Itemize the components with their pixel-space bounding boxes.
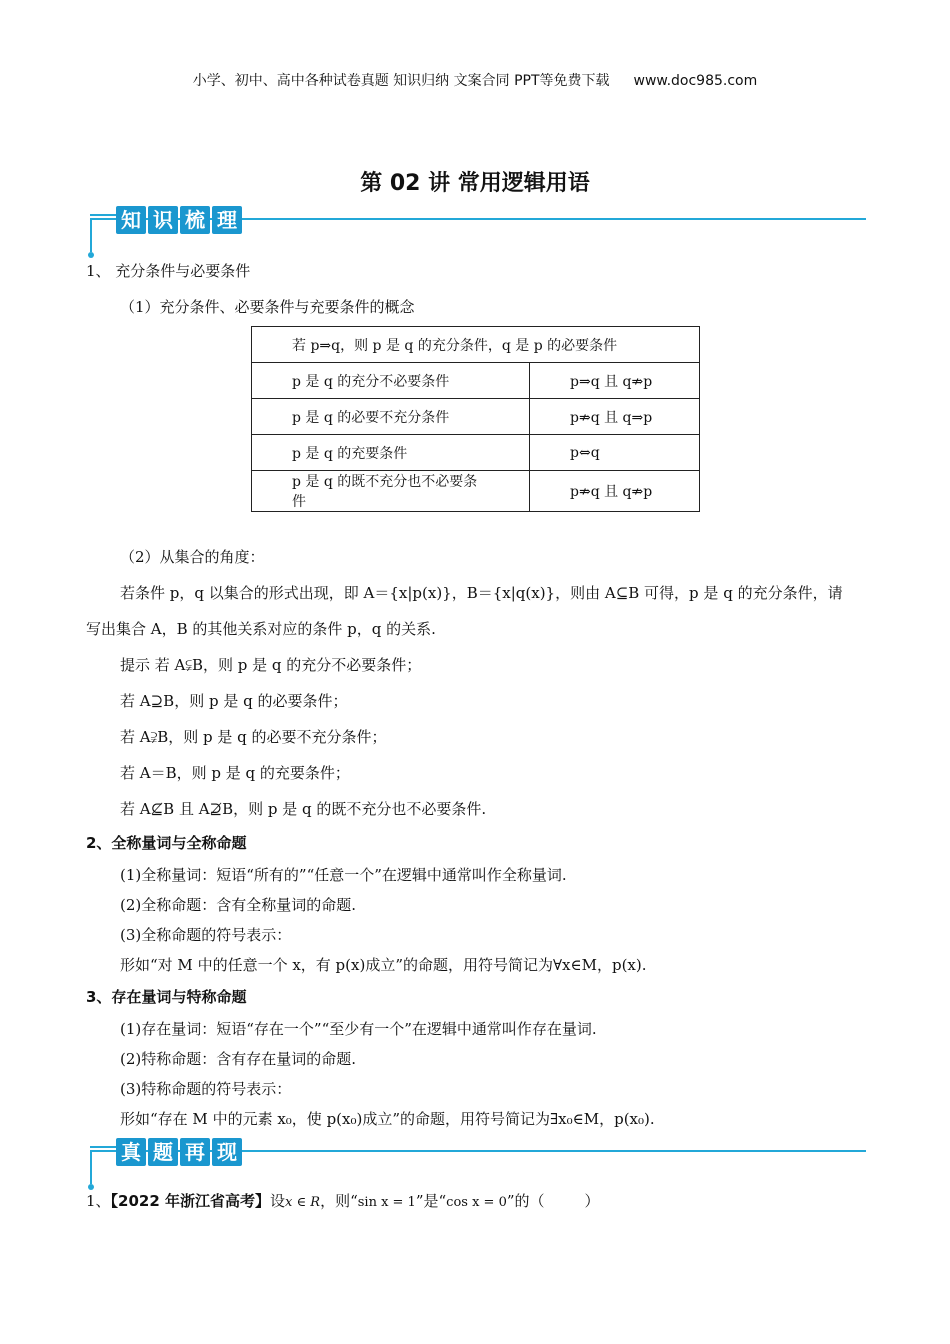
header-text: 小学、初中、高中各种试卷真题 知识归纳 文案合同 PPT等免费下载	[192, 73, 610, 89]
banner-tile: 识	[148, 206, 178, 234]
section1-sub2: （2）从集合的角度：	[120, 548, 265, 566]
tip-line: 若 A⊈B 且 A⊉B，则 p 是 q 的既不充分也不必要条件.	[120, 800, 487, 818]
math-expr: sin x = 1	[357, 1195, 416, 1210]
banner-tile: 真	[116, 1138, 146, 1166]
section3-line: (2)特称命题：含有存在量词的命题.	[120, 1050, 357, 1068]
banner-dot	[88, 252, 94, 258]
table-cell: p 是 q 的必要不充分条件	[252, 399, 530, 435]
table-cell: p 是 q 的充分不必要条件	[252, 363, 530, 399]
table-cell: p⇒q 且 q⇏p	[530, 363, 700, 399]
table-cell: p 是 q 的充要条件	[252, 435, 530, 471]
math-expr: cos x = 0	[446, 1195, 507, 1210]
banner-tile: 梳	[180, 206, 210, 234]
section3-line: (1)存在量词：短语“存在一个”“至少有一个”在逻辑中通常叫作存在量词.	[120, 1020, 597, 1038]
tip-line: 若 A⊇B，则 p 是 q 的必要条件；	[120, 692, 348, 710]
question-text: ）	[584, 1192, 600, 1210]
question-text: 设	[270, 1192, 286, 1210]
question-number: 1、	[86, 1192, 111, 1210]
table-cell: p⇏q 且 q⇒p	[530, 399, 700, 435]
table-header-cell: 若 p⇒q，则 p 是 q 的充分条件，q 是 p 的必要条件	[252, 327, 700, 363]
question-text: ”是“	[415, 1192, 447, 1210]
table-row	[252, 435, 700, 471]
section-banner-exam	[86, 1138, 866, 1178]
section1-paragraph-line1: 若条件 p，q 以集合的形式出现，即 A＝{x|p(x)}，B＝{x|q(x)}，则由 A⊆B 可得，p 是 q 的充分条件，请	[120, 584, 843, 602]
table-row	[252, 363, 700, 399]
section2-line: (2)全称命题：含有全称量词的命题.	[120, 896, 357, 914]
tip-line: 若 A＝B，则 p 是 q 的充要条件；	[120, 764, 350, 782]
table-row	[252, 327, 700, 363]
section2-line: 形如“对 M 中的任意一个 x，有 p(x)成立”的命题，用符号简记为∀x∈M，p(x).	[120, 956, 647, 974]
tip-line: 若 A⫌B，则 p 是 q 的必要不充分条件；	[120, 728, 387, 746]
page-title: 第 02 讲 常用逻辑用语	[360, 171, 590, 196]
banner-tile: 理	[212, 206, 242, 234]
question-1	[86, 1190, 600, 1211]
table-cell: p⇔q	[530, 435, 700, 471]
banner-tile: 现	[212, 1138, 242, 1166]
section3-line: (3)特称命题的符号表示：	[120, 1080, 292, 1098]
banner-tile: 再	[180, 1138, 210, 1166]
question-text: ，则“	[320, 1192, 358, 1210]
section1-paragraph-line2: 写出集合 A，B 的其他关系对应的条件 p，q 的关系.	[86, 620, 436, 638]
section3-line: 形如“存在 M 中的元素 x₀，使 p(x₀)成立”的命题，用符号简记为∃x₀∈M，p(x₀).	[120, 1110, 655, 1128]
section1-sub1: （1）充分条件、必要条件与充要条件的概念	[120, 298, 415, 316]
section3-heading: 3、存在量词与特称命题	[86, 988, 247, 1006]
question-source: 【2022 年浙江省高考】	[110, 1192, 271, 1210]
table-row	[252, 471, 700, 512]
banner-tile: 知	[116, 206, 146, 234]
table-cell: p⇏q 且 q⇏p	[530, 471, 700, 512]
table-cell: p 是 q 的既不充分也不必要条件	[252, 471, 530, 512]
page-header	[0, 70, 950, 90]
section1-heading: 1、 充分条件与必要条件	[86, 262, 251, 280]
header-url[interactable]: www.doc985.com	[633, 73, 758, 89]
question-text: ”的（	[506, 1192, 545, 1210]
section2-line: (3)全称命题的符号表示：	[120, 926, 292, 944]
table-row	[252, 399, 700, 435]
section2-heading: 2、全称量词与全称命题	[86, 834, 247, 852]
concept-table	[251, 326, 700, 512]
section-banner-knowledge	[86, 206, 866, 246]
tip-line: 提示 若 A⫋B，则 p 是 q 的充分不必要条件；	[120, 656, 422, 674]
math-expr: x ∈ R	[285, 1195, 321, 1210]
section2-line: (1)全称量词：短语“所有的”“任意一个”在逻辑中通常叫作全称量词.	[120, 866, 567, 884]
banner-tile: 题	[148, 1138, 178, 1166]
